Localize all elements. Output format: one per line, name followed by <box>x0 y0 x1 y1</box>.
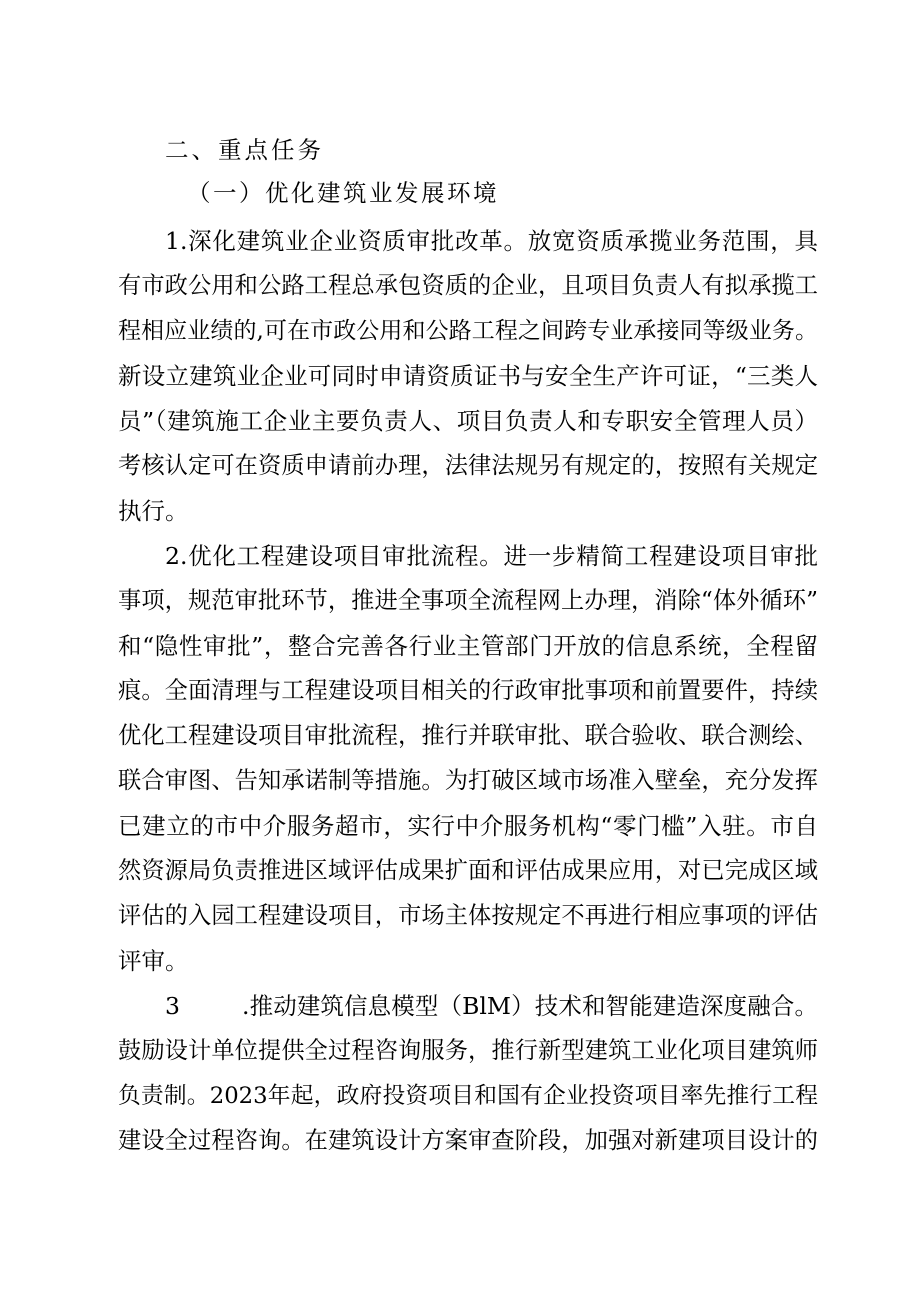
paragraph-line: 建设全过程咨询。在建筑设计方案审查阶段，加强对新建项目设计的 <box>118 1127 818 1154</box>
paragraph-line: 新设立建筑业企业可同时申请资质证书与安全生产许可证，“三类人 <box>118 362 818 390</box>
paragraph-line: 事项，规范审批环节，推进全事项全流程网上办理，消除“体外循环” <box>118 587 818 614</box>
paragraph-line: 评审。 <box>118 947 189 975</box>
paragraph-line: 痕。全面清理与工程建设项目相关的行政审批事项和前置要件，持续 <box>118 677 818 704</box>
paragraph-line: 1.深化建筑业企业资质审批改革。放宽资质承揽业务范围，具 <box>165 227 818 255</box>
paragraph-line: 负责制。2023年起，政府投资项目和国有企业投资项目率先推行工程 <box>118 1083 818 1109</box>
paragraph-line: 优化工程建设项目审批流程，推行并联审批、联合验收、联合测绘、 <box>118 722 818 749</box>
paragraph-line: 执行。 <box>118 497 189 525</box>
paragraph-line: 联合审图、告知承诺制等措施。为打破区域市场准入壁垒，充分发挥 <box>118 767 818 794</box>
paragraph-number: 3 <box>165 992 180 1020</box>
section-heading: 二、重点任务 <box>165 136 324 164</box>
subsection-heading: （一）优化建筑业发展环境 <box>187 179 499 207</box>
paragraph-line: 有市政公用和公路工程总承包资质的企业，且项目负责人有拟承揽工 <box>118 272 818 299</box>
paragraph-line: 然资源局负责推进区域评估成果扩面和评估成果应用，对已完成区域 <box>118 857 818 884</box>
paragraph-line: 已建立的市中介服务超市，实行中介服务机构“零门槛”入驻。市自 <box>118 812 818 840</box>
paragraph-line: 2.优化工程建设项目审批流程。进一步精简工程建设项目审批 <box>165 542 818 570</box>
paragraph-line: .推动建筑信息模型（BlM）技术和智能建造深度融合。 <box>242 992 818 1020</box>
paragraph-line: 和“隐性审批”，整合完善各行业主管部门开放的信息系统，全程留 <box>118 632 818 660</box>
paragraph-line: 员”（建筑施工企业主要负责人、项目负责人和专职安全管理人员） <box>118 407 818 435</box>
paragraph-line: 评估的入园工程建设项目，市场主体按规定不再进行相应事项的评估 <box>118 902 818 929</box>
paragraph-line: 程相应业绩的,可在市政公用和公路工程之间跨专业承接同等级业务。 <box>118 318 818 344</box>
paragraph-line: 鼓励设计单位提供全过程咨询服务，推行新型建筑工业化项目建筑师 <box>118 1037 818 1064</box>
paragraph-line: 考核认定可在资质申请前办理，法律法规另有规定的，按照有关规定 <box>118 452 818 479</box>
